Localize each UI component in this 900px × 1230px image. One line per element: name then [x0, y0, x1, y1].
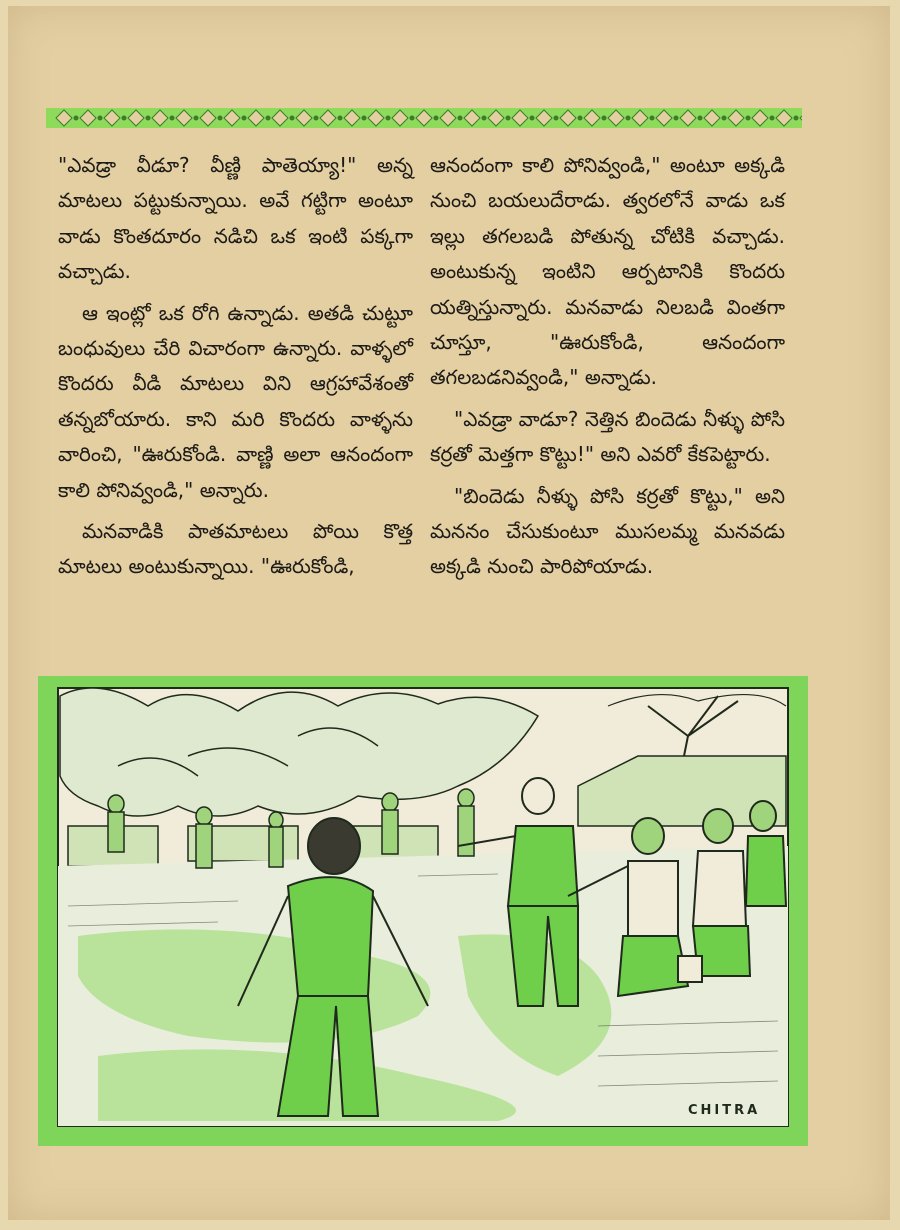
border-dot	[338, 116, 343, 121]
illustration-artwork	[38, 676, 808, 1146]
border-dot	[386, 116, 391, 121]
border-dot	[218, 116, 223, 121]
artist-signature: CHITRA	[688, 1103, 761, 1118]
right-paragraph-2: "ఎవడ్రా వాడూ? నెత్తిన బిందెడు నీళ్ళు పోసి కర్రతో మెత్తగా కొట్టు!" అని ఎవరో కేకపెట్టారు.	[430, 406, 785, 467]
border-dot	[122, 116, 127, 121]
border-dot	[794, 116, 799, 121]
border-dot	[674, 116, 679, 121]
border-dot	[746, 116, 751, 121]
border-dot	[362, 116, 367, 121]
border-dot	[578, 116, 583, 121]
border-dot	[242, 116, 247, 121]
border-dot	[194, 116, 199, 121]
border-dot	[98, 116, 103, 121]
border-dot	[170, 116, 175, 121]
left-column	[58, 148, 413, 585]
border-dot	[554, 116, 559, 121]
border-dot	[626, 116, 631, 121]
left-paragraph-3: మనవాడికి పాతమాటలు పోయి కొత్త మాటలు అంటుకున్నాయి. "ఊరుకోండి,	[58, 519, 413, 579]
border-dot	[290, 116, 295, 121]
right-paragraph-1: ఆనందంగా కాలి పోనివ్వండి," అంటూ అక్కడి నుంచి బయలుదేరాడు. త్వరలోనే వాడు ఒక ఇల్లు తగలబడి పోతున్న చోటికి వచ్చాడు. అంటుకున్న ఇంటిని ఆర్పటానికి కొందరు యత్నిస్తున్నారు. మనవాడు నిలబడి వింతగా చూస్తూ, "ఊరుకోండి, ఆనందంగా తగలబడనివ్వండి," అన్నాడు.	[430, 153, 785, 390]
border-dot	[410, 116, 415, 121]
border-dot	[602, 116, 607, 121]
border-dot	[482, 116, 487, 121]
left-paragraph-2: ఆ ఇంట్లో ఒక రోగి ఉన్నాడు. అతడి చుట్టూ బంధువులు చేరి విచారంగా ఉన్నారు. వాళ్ళలో కొందరు వీడి మాటలు విని ఆగ్రహావేశంతో తన్నబోయారు. కాని మరి కొందరు వాళ్ళను వారించి, "ఊరుకోండి. వాణ్ణి అలా ఆనందంగా కాలి పోనివ్వండి," అన్నారు.	[58, 300, 413, 502]
left-paragraph-1: "ఎవడ్రా వీడూ? వీణ్ణి పాతెయ్యా!" అన్న మాటలు పట్టుకున్నాయి. అవే గట్టిగా అంటూ వాడు కొంతదూరం నడిచి ఒక ఇంటి పక్కగా వచ్చాడు.	[58, 153, 413, 284]
decorative-border-pattern	[46, 104, 802, 132]
story-illustration	[38, 676, 808, 1146]
border-dot	[434, 116, 439, 121]
border-dot	[458, 116, 463, 121]
border-dot	[722, 116, 727, 121]
right-paragraph-3: "బిందెడు నీళ్ళు పోసి కర్రతో కొట్టు," అని మననం చేసుకుంటూ ముసలమ్మ మనవడు అక్కడి నుంచి పారిపోయాడు.	[430, 483, 785, 579]
border-dot	[74, 116, 79, 121]
border-dot	[146, 116, 151, 121]
text-columns	[58, 148, 818, 658]
border-dot	[770, 116, 775, 121]
right-column	[430, 148, 785, 585]
border-dot	[266, 116, 271, 121]
border-dot	[650, 116, 655, 121]
border-dot	[506, 116, 511, 121]
decorative-border	[46, 104, 802, 132]
border-dot	[698, 116, 703, 121]
border-dot	[530, 116, 535, 121]
border-dot	[314, 116, 319, 121]
